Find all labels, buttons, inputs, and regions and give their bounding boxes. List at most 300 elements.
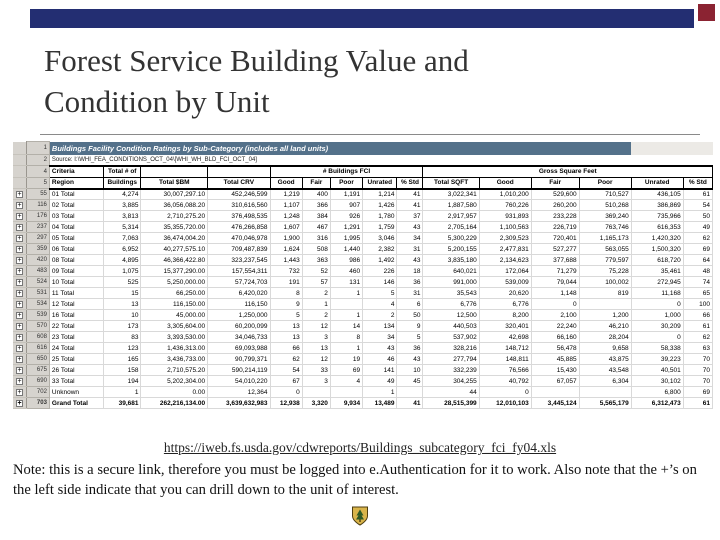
note-line1: Note: this is a secure link, therefore you must be logged into e.Authentication for it to work.: [13, 462, 551, 478]
outline-expand-button[interactable]: +: [17, 344, 22, 352]
value-cell: 12: [302, 321, 330, 332]
outline-gutter: [13, 398, 27, 409]
value-cell: 1,000: [631, 310, 683, 321]
column-header: Region: [49, 178, 103, 189]
value-cell: 0: [531, 299, 579, 310]
value-cell: 986: [330, 255, 362, 266]
page-title-line2: Condition by Unit: [44, 84, 270, 120]
value-cell: 2,705,164: [423, 222, 479, 233]
value-cell: 529,600: [531, 189, 579, 200]
value-cell: 52: [302, 266, 330, 277]
value-cell: 709,487,839: [208, 244, 270, 255]
value-cell: 13: [104, 299, 141, 310]
value-cell: 6,312,473: [631, 398, 683, 409]
value-cell: 173: [104, 321, 141, 332]
value-cell: 191: [270, 277, 302, 288]
sheet-data-row: [13, 354, 713, 365]
sheet-data-row: [13, 376, 713, 387]
outline-expand-button[interactable]: +: [17, 399, 22, 407]
value-cell: 1: [330, 288, 362, 299]
value-cell: 262,216,134.00: [141, 398, 208, 409]
value-cell: 323,237,545: [208, 255, 270, 266]
value-cell: 50: [683, 211, 712, 222]
value-cell: 12,938: [270, 398, 302, 409]
value-cell: 28,204: [579, 332, 631, 343]
value-cell: 100,002: [579, 277, 631, 288]
value-cell: 148,712: [479, 343, 531, 354]
value-cell: 1,248: [270, 211, 302, 222]
row-number: 675: [27, 365, 50, 376]
row-number: 524: [27, 277, 50, 288]
column-header: Unrated: [631, 178, 683, 189]
outline-gutter: [13, 332, 27, 343]
value-cell: 310,616,560: [208, 200, 270, 211]
sheet-data-row: [13, 299, 713, 310]
outline-expand-button[interactable]: +: [17, 234, 22, 242]
value-cell: 2,100: [531, 310, 579, 321]
value-cell: 6,776: [423, 299, 479, 310]
column-header: Good: [479, 178, 531, 189]
value-cell: 3,835,180: [423, 255, 479, 266]
value-cell: 39,681: [104, 398, 141, 409]
value-cell: 272,945: [631, 277, 683, 288]
value-cell: 40,277,575.10: [141, 244, 208, 255]
value-cell: 539,009: [479, 277, 531, 288]
outline-gutter: [13, 200, 27, 211]
value-cell: 2,710,575.20: [141, 365, 208, 376]
value-cell: 57: [302, 277, 330, 288]
value-cell: 1,010,200: [479, 189, 531, 200]
outline-gutter: [13, 222, 27, 233]
value-cell: 69: [683, 244, 712, 255]
value-cell: 34: [363, 332, 397, 343]
outline-gutter: [13, 310, 27, 321]
value-cell: 460: [330, 266, 362, 277]
value-cell: 18: [397, 266, 423, 277]
value-cell: 157,554,311: [208, 266, 270, 277]
value-cell: 5: [270, 310, 302, 321]
outline-expand-button[interactable]: +: [17, 289, 22, 297]
value-cell: 320,401: [479, 321, 531, 332]
column-header: Total $BM: [141, 178, 208, 189]
value-cell: 1,607: [270, 222, 302, 233]
column-header: Good: [270, 178, 302, 189]
value-cell: 39,223: [631, 354, 683, 365]
top-right-maroon-square-decoration: [698, 4, 715, 21]
value-cell: 62: [683, 332, 712, 343]
sheet-group-header-row: [13, 166, 713, 178]
outline-gutter: [13, 354, 27, 365]
value-cell: 40,792: [479, 376, 531, 387]
column-header: Total CRV: [208, 178, 270, 189]
value-cell: 0: [631, 332, 683, 343]
value-cell: 1: [330, 343, 362, 354]
outline-expand-button[interactable]: +: [17, 245, 22, 253]
outline-expand-button[interactable]: +: [17, 190, 22, 198]
value-cell: 640,021: [423, 266, 479, 277]
sheet-source-cell: Source: I:\WHI_FEA_CONDITIONS_OCT_04\[WHI_WH_BLD_FCI_OCT_04]: [51, 156, 257, 163]
sheet-data-row: [13, 343, 713, 354]
value-cell: 5,300,229: [423, 233, 479, 244]
column-header: Poor: [330, 178, 362, 189]
value-cell: 6,304: [579, 376, 631, 387]
column-header: Poor: [579, 178, 631, 189]
value-cell: 49: [683, 222, 712, 233]
outline-gutter: [13, 244, 27, 255]
value-cell: 467: [302, 222, 330, 233]
outline-expand-button[interactable]: +: [17, 355, 22, 363]
row-number: 2: [27, 155, 50, 166]
value-cell: 60,200,099: [208, 321, 270, 332]
value-cell: 64: [683, 255, 712, 266]
header-spacer: [208, 166, 270, 178]
outline-gutter: [13, 277, 27, 288]
column-header: Buildings: [104, 178, 141, 189]
value-cell: 46: [363, 354, 397, 365]
value-cell: 376,498,535: [208, 211, 270, 222]
region-cell: Unknown: [49, 387, 103, 398]
region-cell: Grand Total: [49, 398, 103, 409]
value-cell: 148,811: [479, 354, 531, 365]
value-cell: 13: [302, 343, 330, 354]
value-cell: 34,046,733: [208, 332, 270, 343]
value-cell: [330, 387, 362, 398]
value-cell: 41: [397, 200, 423, 211]
value-cell: 1: [104, 387, 141, 398]
value-cell: 926: [330, 211, 362, 222]
column-header: Unrated: [363, 178, 397, 189]
sheet-data-row: [13, 200, 713, 211]
report-link[interactable]: https://iweb.fs.usda.gov/cdwreports/Buildings_subcategory_fci_fy04.xls: [163, 440, 557, 455]
outline-gutter: [13, 178, 27, 189]
value-cell: 116,150: [208, 299, 270, 310]
column-header: % Std: [397, 178, 423, 189]
value-cell: 3,022,341: [423, 189, 479, 200]
value-cell: 3,393,530.00: [141, 332, 208, 343]
value-cell: 9,658: [579, 343, 631, 354]
value-cell: 377,688: [531, 255, 579, 266]
outline-gutter: [13, 321, 27, 332]
value-cell: 436,105: [631, 189, 683, 200]
outline-expand-button[interactable]: +: [17, 256, 22, 264]
value-cell: 54: [270, 365, 302, 376]
outline-expand-button[interactable]: +: [17, 278, 22, 286]
value-cell: 70: [683, 354, 712, 365]
top-navy-bar-decoration: [30, 9, 694, 28]
value-cell: 134: [363, 321, 397, 332]
region-cell: 02 Total: [49, 200, 103, 211]
value-cell: 79,044: [531, 277, 579, 288]
value-cell: 50: [397, 310, 423, 321]
value-cell: [397, 387, 423, 398]
value-cell: 3: [302, 332, 330, 343]
value-cell: 763,746: [579, 222, 631, 233]
value-cell: 7,063: [104, 233, 141, 244]
outline-expand-button[interactable]: +: [17, 212, 22, 220]
value-cell: 384: [302, 211, 330, 222]
value-cell: 0: [270, 387, 302, 398]
value-cell: 30,102: [631, 376, 683, 387]
value-cell: 3,445,124: [531, 398, 579, 409]
value-cell: [579, 387, 631, 398]
value-cell: 62: [270, 354, 302, 365]
value-cell: 62: [683, 233, 712, 244]
value-cell: 5: [363, 288, 397, 299]
row-number: 5: [27, 178, 50, 189]
row-number: 608: [27, 332, 50, 343]
value-cell: 70: [683, 376, 712, 387]
value-cell: 44: [423, 387, 479, 398]
outline-expand-button[interactable]: +: [17, 223, 22, 231]
value-cell: 0.00: [141, 387, 208, 398]
sheet-data-row: [13, 321, 713, 332]
value-cell: 66,160: [531, 332, 579, 343]
note-line2: Also note that the +’s on the left side indicate that you can drill down to the unit of interest.: [13, 462, 697, 499]
row-number: 534: [27, 299, 50, 310]
value-cell: 11,168: [631, 288, 683, 299]
value-cell: 1,107: [270, 200, 302, 211]
region-cell: 23 Total: [49, 332, 103, 343]
value-cell: 5,565,179: [579, 398, 631, 409]
value-cell: 440,503: [423, 321, 479, 332]
value-cell: 1,075: [104, 266, 141, 277]
sheet-data-row: [13, 211, 713, 222]
value-cell: 2,710,275.20: [141, 211, 208, 222]
row-number: 116: [27, 200, 50, 211]
value-cell: 3,436,733.00: [141, 354, 208, 365]
outline-expand-button[interactable]: +: [17, 388, 22, 396]
value-cell: 35,543: [423, 288, 479, 299]
value-cell: 1,995: [330, 233, 362, 244]
row-number: 420: [27, 255, 50, 266]
value-cell: 15,430: [531, 365, 579, 376]
value-cell: 43: [397, 354, 423, 365]
value-cell: 525: [104, 277, 141, 288]
region-cell: 24 Total: [49, 343, 103, 354]
value-cell: 15: [104, 288, 141, 299]
value-cell: 48: [683, 266, 712, 277]
value-cell: 69: [330, 365, 362, 376]
value-cell: 1: [363, 387, 397, 398]
sheet-data-row: [13, 332, 713, 343]
value-cell: 66,250.00: [141, 288, 208, 299]
value-cell: 67: [270, 376, 302, 387]
value-cell: 30,007,297.10: [141, 189, 208, 200]
forest-service-logo: [351, 506, 369, 526]
value-cell: 54,010,220: [208, 376, 270, 387]
sheet-data-row: [13, 244, 713, 255]
value-cell: 3: [302, 376, 330, 387]
outline-gutter: [13, 155, 27, 166]
value-cell: 54: [683, 200, 712, 211]
outline-gutter: [13, 288, 27, 299]
value-cell: [330, 299, 362, 310]
value-cell: 46,366,422.80: [141, 255, 208, 266]
value-cell: 931,893: [479, 211, 531, 222]
sheet-data-row: [13, 398, 713, 409]
value-cell: 1: [302, 299, 330, 310]
value-cell: 819: [579, 288, 631, 299]
row-number: 616: [27, 343, 50, 354]
value-cell: 71,279: [531, 266, 579, 277]
value-cell: 36: [397, 277, 423, 288]
value-cell: 720,401: [531, 233, 579, 244]
value-cell: 8: [330, 332, 362, 343]
value-cell: 83: [104, 332, 141, 343]
embedded-spreadsheet: [13, 141, 715, 409]
region-cell: 04 Total: [49, 222, 103, 233]
outline-expand-button[interactable]: +: [17, 267, 22, 275]
value-cell: 3,305,604.00: [141, 321, 208, 332]
value-cell: 4: [363, 299, 397, 310]
value-cell: 30,209: [631, 321, 683, 332]
sheet-data-row: [13, 277, 713, 288]
value-cell: 510,268: [579, 200, 631, 211]
region-cell: 01 Total: [49, 189, 103, 200]
value-cell: 2,477,831: [479, 244, 531, 255]
value-cell: 3,639,632,983: [208, 398, 270, 409]
value-cell: 45,885: [531, 354, 579, 365]
header-criteria: Criteria: [49, 166, 103, 178]
sheet-title-row: [13, 142, 713, 155]
value-cell: 1,426: [363, 200, 397, 211]
title-divider-line: [40, 134, 700, 135]
value-cell: 61: [683, 321, 712, 332]
sheet-data-row: [13, 266, 713, 277]
value-cell: 43: [397, 222, 423, 233]
value-cell: 527,277: [531, 244, 579, 255]
value-cell: 1,440: [330, 244, 362, 255]
value-cell: 386,869: [631, 200, 683, 211]
value-cell: 13: [270, 332, 302, 343]
region-cell: 03 Total: [49, 211, 103, 222]
outline-gutter: [13, 387, 27, 398]
value-cell: 146: [363, 277, 397, 288]
region-cell: 26 Total: [49, 365, 103, 376]
sheet-column-header-row: [13, 178, 713, 189]
value-cell: 69,093,988: [208, 343, 270, 354]
outline-gutter: [13, 255, 27, 266]
outline-expand-button[interactable]: +: [17, 300, 22, 308]
value-cell: 57,724,703: [208, 277, 270, 288]
value-cell: 470,046,978: [208, 233, 270, 244]
value-cell: 1,492: [363, 255, 397, 266]
value-cell: 618,720: [631, 255, 683, 266]
outline-gutter: [13, 343, 27, 354]
value-cell: 1,148: [531, 288, 579, 299]
value-cell: 1,443: [270, 255, 302, 266]
value-cell: 36,474,004.20: [141, 233, 208, 244]
page-title-line1: Forest Service Building Value and: [44, 43, 469, 78]
forest-service-shield-icon: [351, 506, 369, 526]
value-cell: 1,250,000: [208, 310, 270, 321]
value-cell: 2,917,957: [423, 211, 479, 222]
region-cell: 08 Total: [49, 255, 103, 266]
column-header: Fair: [531, 178, 579, 189]
region-cell: 25 Total: [49, 354, 103, 365]
value-cell: 28,515,399: [423, 398, 479, 409]
value-cell: 13: [270, 321, 302, 332]
value-cell: 363: [302, 255, 330, 266]
sheet-empty-cell: [631, 142, 712, 155]
value-cell: 316: [302, 233, 330, 244]
value-cell: 61: [683, 398, 712, 409]
value-cell: 12,010,103: [479, 398, 531, 409]
value-cell: 12: [302, 354, 330, 365]
region-cell: 09 Total: [49, 266, 103, 277]
value-cell: [579, 299, 631, 310]
value-cell: 58,338: [631, 343, 683, 354]
value-cell: 6,776: [479, 299, 531, 310]
value-cell: 172,064: [479, 266, 531, 277]
value-cell: 2: [302, 288, 330, 299]
value-cell: 5,200,155: [423, 244, 479, 255]
value-cell: 165: [104, 354, 141, 365]
value-cell: 116,150.00: [141, 299, 208, 310]
header-spacer: [141, 166, 208, 178]
row-number: 570: [27, 321, 50, 332]
outline-expand-button[interactable]: +: [17, 366, 22, 374]
value-cell: 1,436,313.00: [141, 343, 208, 354]
value-cell: 8,200: [479, 310, 531, 321]
value-cell: 304,255: [423, 376, 479, 387]
value-cell: 66: [683, 310, 712, 321]
row-number: 703: [27, 398, 50, 409]
value-cell: 1,624: [270, 244, 302, 255]
value-cell: 537,902: [423, 332, 479, 343]
outline-expand-button[interactable]: +: [17, 311, 22, 319]
outline-expand-button[interactable]: +: [17, 333, 22, 341]
value-cell: 991,000: [423, 277, 479, 288]
sheet-data-row: [13, 288, 713, 299]
value-cell: 1,214: [363, 189, 397, 200]
region-cell: 22 Total: [49, 321, 103, 332]
value-cell: 75,228: [579, 266, 631, 277]
value-cell: 43: [363, 343, 397, 354]
value-cell: 4,895: [104, 255, 141, 266]
value-cell: 90,799,371: [208, 354, 270, 365]
value-cell: [302, 387, 330, 398]
row-number: 176: [27, 211, 50, 222]
row-number: 1: [27, 142, 50, 155]
outline-gutter: [13, 266, 27, 277]
outline-expand-button[interactable]: +: [17, 322, 22, 330]
value-cell: 123: [104, 343, 141, 354]
value-cell: 226,719: [531, 222, 579, 233]
value-cell: 3,046: [363, 233, 397, 244]
value-cell: 2,309,523: [479, 233, 531, 244]
value-cell: 1,887,580: [423, 200, 479, 211]
value-cell: 10: [397, 365, 423, 376]
value-cell: 735,966: [631, 211, 683, 222]
region-cell: 05 Total: [49, 233, 103, 244]
region-cell: 16 Total: [49, 310, 103, 321]
value-cell: 12,364: [208, 387, 270, 398]
outline-expand-button[interactable]: +: [17, 377, 22, 385]
value-cell: 158: [104, 365, 141, 376]
sheet-data-row: [13, 310, 713, 321]
value-cell: 131: [330, 277, 362, 288]
value-cell: 19: [330, 354, 362, 365]
row-number: 4: [27, 166, 50, 178]
row-number: 702: [27, 387, 50, 398]
value-cell: 3,885: [104, 200, 141, 211]
value-cell: 5,250,000.00: [141, 277, 208, 288]
value-cell: 194: [104, 376, 141, 387]
outline-gutter: [13, 142, 27, 155]
outline-expand-button[interactable]: +: [17, 201, 22, 209]
row-number: 483: [27, 266, 50, 277]
